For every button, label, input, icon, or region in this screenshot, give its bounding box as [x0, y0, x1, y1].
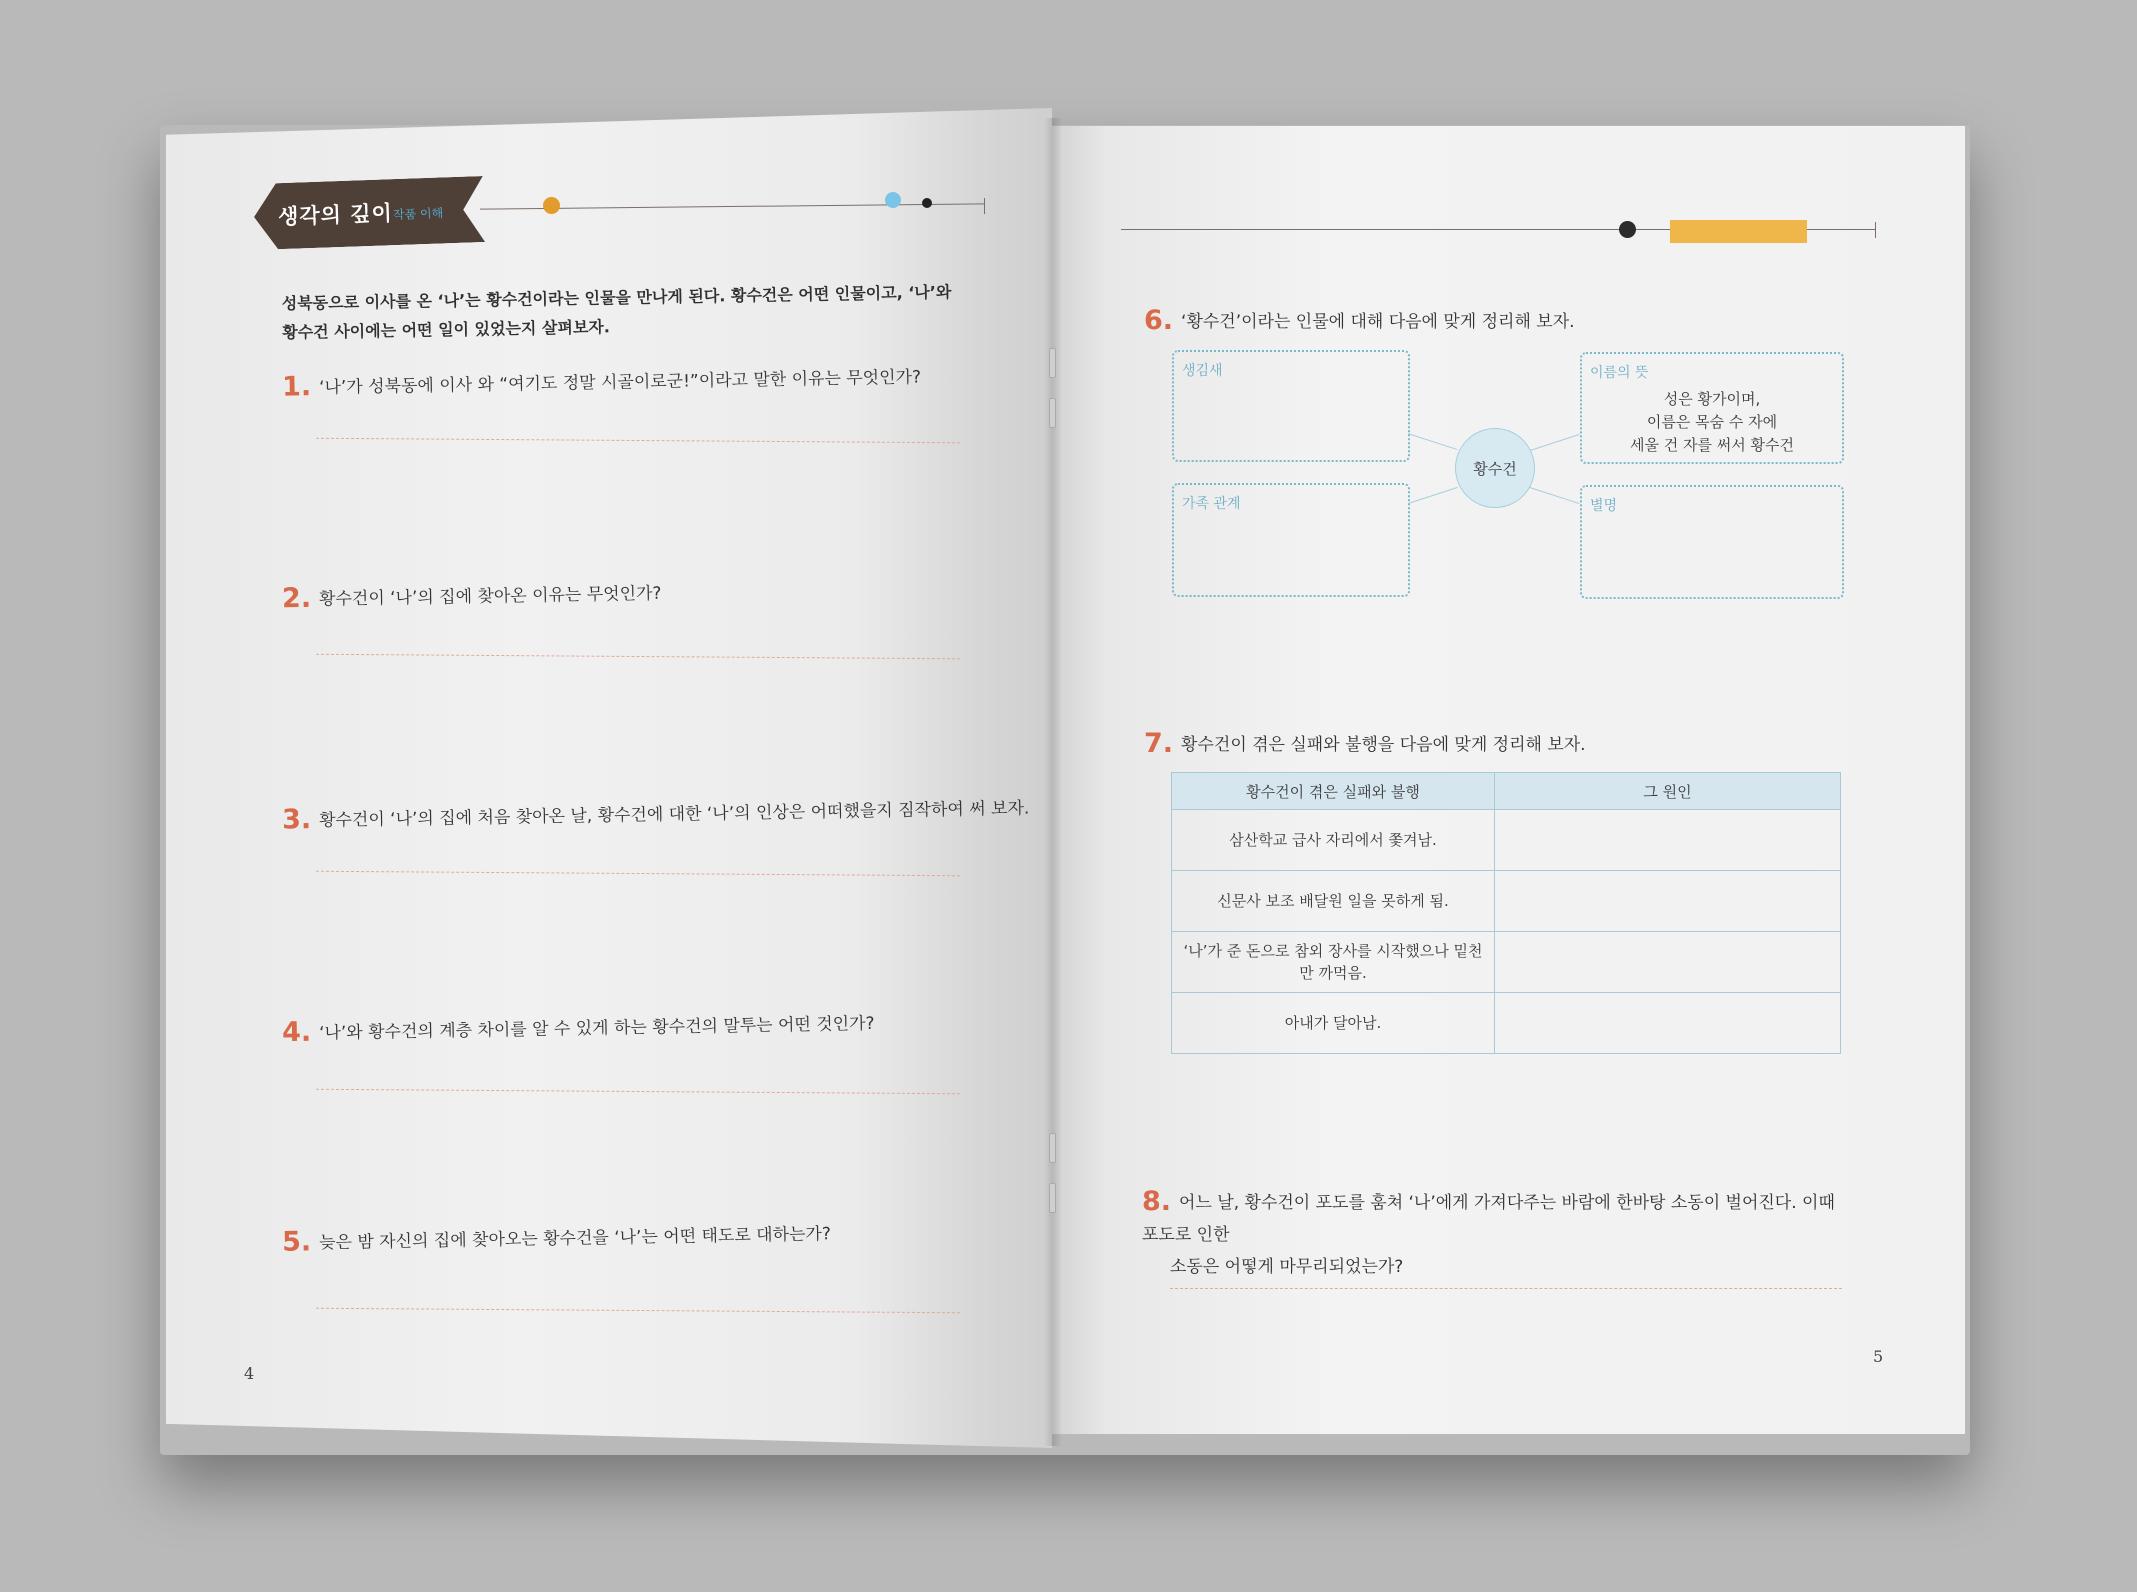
intro-text: 성북동으로 이사를 온 ‘나’는 황수건이라는 인물을 만나게 된다. 황수건은 어떤 인물이고, ‘나’와 황수건 사이에는 어떤 일이 있었는지 살펴보자.	[281, 282, 952, 343]
question-2	[282, 577, 662, 615]
answer-cell[interactable]	[1495, 871, 1841, 932]
box-label: 가족 관계	[1182, 496, 1241, 512]
table-row	[1172, 993, 1841, 1054]
book-spine	[1044, 118, 1062, 1446]
name-meaning-content	[1592, 388, 1832, 457]
question-text: ‘나’가 성북동에 이사 와 “여기도 정말 시골이로군!”이라고 말한 이유는 무엇인가?	[318, 367, 922, 398]
table-cell: 아내가 달아남.	[1172, 993, 1495, 1054]
question-text: 늦은 밤 자신의 집에 찾아오는 황수건을 ‘나’는 어떤 태도로 대하는가?	[318, 1224, 832, 1254]
blue-dot-icon	[885, 192, 901, 208]
page-number-left: 4	[244, 1364, 255, 1383]
table-cell: 신문사 보조 배달원 일을 못하게 됨.	[1172, 871, 1495, 932]
question-number: 3.	[281, 804, 312, 836]
staple	[1049, 1133, 1056, 1163]
question-text: 소동은 어떻게 마무리되었는가?	[1170, 1257, 1404, 1277]
banner-subtitle: 작품 이해	[392, 206, 444, 222]
name-meaning-box[interactable]	[1580, 352, 1844, 464]
page-number-right: 5	[1873, 1347, 1884, 1366]
table-header: 그 원인	[1495, 773, 1841, 810]
question-text: ‘나’와 황수건의 계층 차이를 알 수 있게 하는 황수건의 말투는 어떤 것인가?	[318, 1013, 875, 1044]
table-row	[1172, 871, 1841, 932]
question-text: 황수건이 겪은 실패와 불행을 다음에 맞게 정리해 보자.	[1181, 735, 1586, 755]
table-cell: 삼산학교 급사 자리에서 쫓겨남.	[1172, 810, 1495, 871]
appearance-box[interactable]	[1172, 350, 1410, 462]
question-text: ‘황수건’이라는 인물에 대해 다음에 맞게 정리해 보자.	[1181, 312, 1575, 332]
family-box[interactable]	[1172, 483, 1410, 597]
question-number: 5.	[281, 1226, 312, 1258]
header-rule-end	[984, 198, 985, 214]
question-number: 1.	[281, 371, 312, 403]
question-text: 황수건이 ‘나’의 집에 처음 찾아온 날, 황수건에 대한 ‘나’의 인상은 어떠했을지 짐작하여 써 보자.	[318, 798, 1030, 831]
question-number: 4.	[281, 1016, 312, 1049]
failure-table	[1171, 772, 1841, 1054]
box-label: 생김새	[1182, 363, 1223, 379]
nickname-box[interactable]	[1580, 485, 1844, 599]
answer-cell[interactable]	[1495, 932, 1841, 993]
staple	[1049, 1183, 1056, 1213]
box-label: 이름의 뜻	[1590, 365, 1649, 381]
question-number: 8.	[1142, 1186, 1172, 1217]
staple	[1049, 348, 1056, 378]
content-line: 이름은 목숨 수 자에	[1646, 413, 1778, 431]
center-character-node: 황수건	[1455, 428, 1535, 508]
black-dot-icon	[922, 198, 932, 208]
question-8	[1142, 1186, 1842, 1283]
question-7	[1144, 728, 1586, 759]
black-dot-icon	[1619, 221, 1636, 238]
answer-cell[interactable]	[1495, 810, 1841, 871]
question-number: 6.	[1144, 305, 1174, 336]
question-text: 어느 날, 황수건이 포도를 훔쳐 ‘나’에게 가져다주는 바람에 한바탕 소동이 벌어진다. 이때 포도로 인한	[1142, 1193, 1835, 1245]
yellow-bar	[1670, 220, 1807, 243]
table-cell: ‘나’가 준 돈으로 참외 장사를 시작했으나 밑천만 까먹음.	[1172, 932, 1495, 993]
question-text: 황수건이 ‘나’의 집에 찾아온 이유는 무엇인가?	[318, 583, 662, 610]
question-number: 2.	[281, 582, 312, 615]
header-rule-right-end	[1875, 222, 1876, 238]
box-label: 별명	[1590, 498, 1618, 514]
banner-title: 생각의 깊이	[277, 201, 394, 229]
question-number: 7.	[1144, 728, 1174, 759]
content-line: 세울 건 자를 써서 황수건	[1630, 436, 1794, 454]
answer-cell[interactable]	[1495, 993, 1841, 1054]
question-6	[1144, 305, 1575, 336]
table-header: 황수건이 겪은 실패와 불행	[1172, 773, 1495, 810]
staple	[1049, 398, 1056, 428]
answer-line[interactable]	[1170, 1288, 1842, 1289]
table-row	[1172, 810, 1841, 871]
content-line: 성은 황가이며,	[1663, 390, 1761, 408]
table-row	[1172, 932, 1841, 993]
orange-dot-icon	[543, 197, 560, 214]
